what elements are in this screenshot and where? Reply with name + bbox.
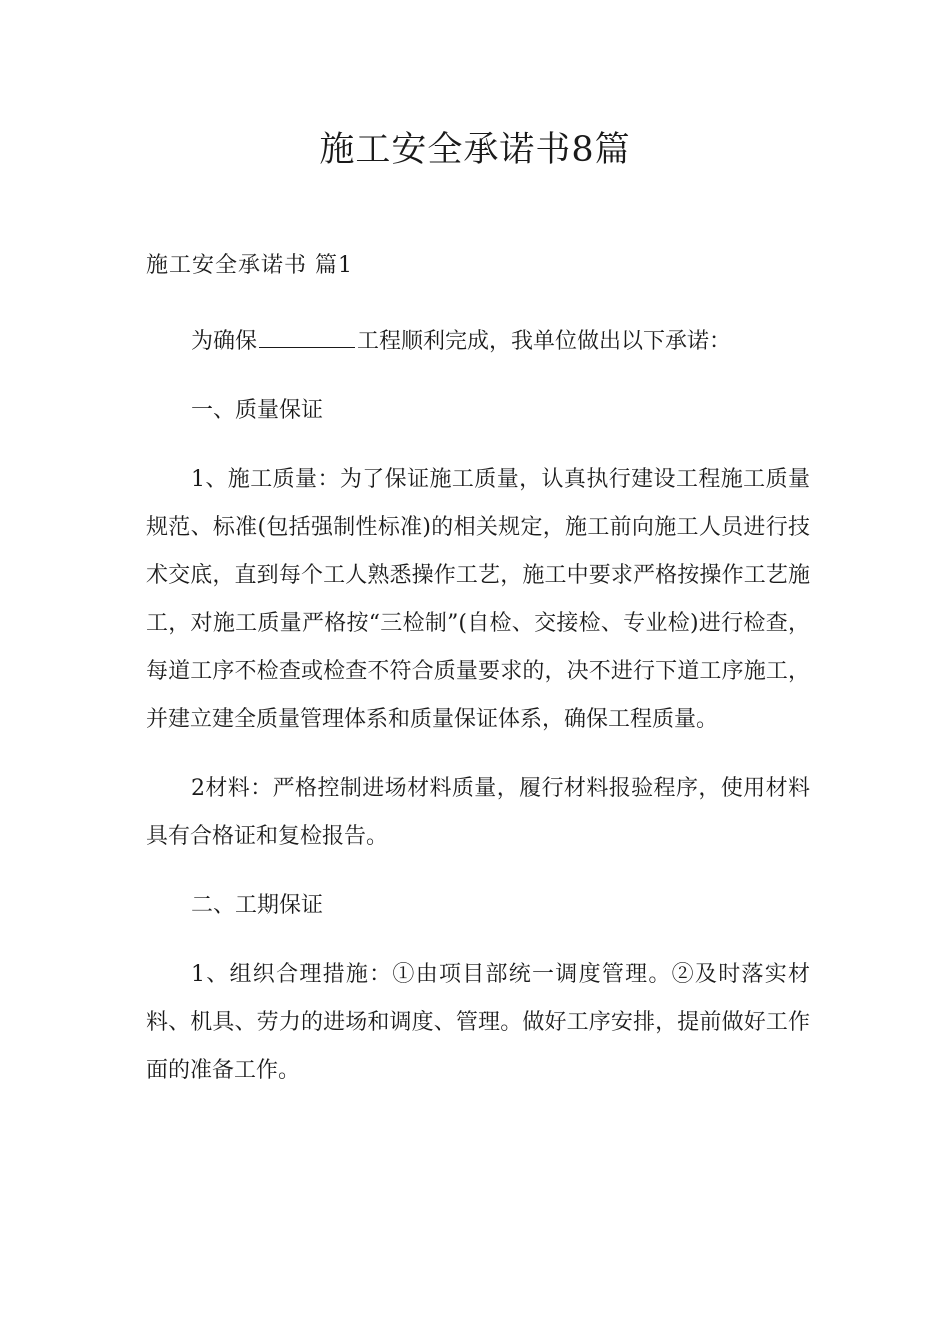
intro-text-after: 工程顺利完成，我单位做出以下承诺：	[357, 329, 732, 354]
section-heading: 施工安全承诺书 篇1	[146, 253, 353, 278]
document-title: 施工安全承诺书8篇	[319, 130, 631, 170]
construction-quality-paragraph: 1、施工质量：为了保证施工质量，认真执行建设工程施工质量规范、标准(包括强制性标准)的相关规定，施工前向施工人员进行技术交底，直到每个工人熟悉操作工艺，施工中要求严格按操作工艺施工，对施工质量严格按“三检制”(自检、交接检、专业检)进行检查，每道工序不检查或检查不符合质量要求的，决不进行下道工序施工，并建立建全质量管理体系和质量保证体系，确保工程质量。	[146, 467, 810, 732]
intro-paragraph	[146, 318, 810, 366]
quality-guarantee-heading: 一、质量保证	[191, 398, 324, 423]
organization-measures-paragraph: 1、组织合理措施：①由项目部统一调度管理。②及时落实材料、机具、劳力的进场和调度、管理。做好工序安排，提前做好工作面的准备工作。	[146, 962, 810, 1083]
project-name-blank	[259, 323, 355, 348]
document-body	[146, 318, 810, 1116]
intro-text-before: 为确保	[191, 329, 258, 354]
schedule-guarantee-heading: 二、工期保证	[191, 893, 324, 918]
materials-paragraph: 2材料：严格控制进场材料质量，履行材料报验程序，使用材料具有合格证和复检报告。	[146, 776, 810, 849]
